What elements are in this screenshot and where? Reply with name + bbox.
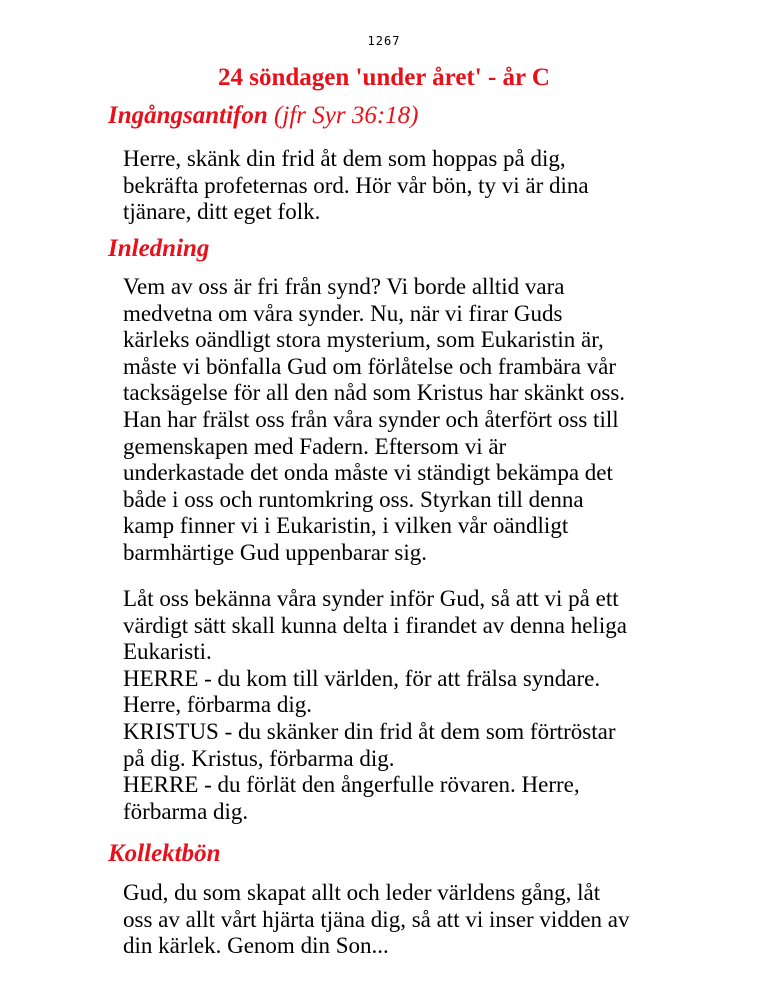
text-line: oss av allt vårt hjärta tjäna dig, så att vi inser vidden av [123,906,630,932]
heading-entrance-label: Ingångsantifon [108,102,268,129]
text-line: underkastade det onda måste vi ständigt bekämpa det [123,460,613,486]
introduction-paragraph-1 [123,274,723,567]
heading-collect [108,840,221,868]
text-line: kamp finner vi i Eukaristin, i vilken vår oändligt [123,513,569,539]
text-line: medvetna om våra synder. Nu, när vi firar Guds [123,300,563,326]
text-line: förbarma dig. [123,798,249,824]
heading-collect-label: Kollektbön [108,840,221,867]
text-line: Han har frälst oss från våra synder och återfört oss till [123,406,619,432]
text-line: Herre, skänk din frid åt dem som hoppas på dig, [123,146,566,171]
heading-introduction [108,235,209,263]
text-line: Eukaristi. [123,639,212,665]
text-line: både i oss och runtomkring oss. Styrkan till denna [123,486,584,512]
text-line: Gud, du som skapat allt och leder världens gång, låt [123,880,601,905]
text-line: Vem av oss är fri från synd? Vi borde alltid vara [123,274,565,299]
text-line: KRISTUS - du skänker din frid åt dem som förtröstar [123,718,616,744]
text-line: tjänare, ditt eget folk. [123,199,321,225]
text-line: Låt oss bekänna våra synder inför Gud, så att vi på ett [123,586,619,611]
text-line: gemenskapen med Fadern. Eftersom vi är [123,433,507,459]
text-line: värdigt sätt skall kunna delta i firandet av denna heliga [123,612,627,638]
introduction-paragraph-2 [123,586,723,825]
text-line: din kärlek. Genom din Son... [123,933,389,959]
heading-introduction-label: Inledning [108,235,210,262]
text-line: måste vi bönfalla Gud om förlåtelse och frambära vår [123,353,617,379]
text-line: kärleks oändligt stora mysterium, som Eukaristin är, [123,327,604,353]
text-line: bekräfta profeternas ord. Hör vår bön, ty vi är dina [123,172,589,198]
heading-entrance-reference: (jfr Syr 36:18) [274,102,419,129]
collect-prayer-text [123,880,723,960]
heading-entrance-antiphon [108,102,418,130]
text-line: HERRE - du förlät den ångerfulle rövaren. Herre, [123,772,580,798]
text-line: Herre, förbarma dig. [123,692,313,718]
page-title: 24 söndagen 'under året' - år C [218,64,550,91]
text-line: på dig. Kristus, förbarma dig. [123,745,395,771]
text-line: barmhärtige Gud uppenbarar sig. [123,539,428,565]
entrance-antiphon-text [123,146,723,226]
page-number: 1267 [367,34,401,48]
text-line: tacksägelse för all den nåd som Kristus har skänkt oss. [123,380,626,406]
text-line: HERRE - du kom till världen, för att frälsa syndare. [123,665,601,691]
